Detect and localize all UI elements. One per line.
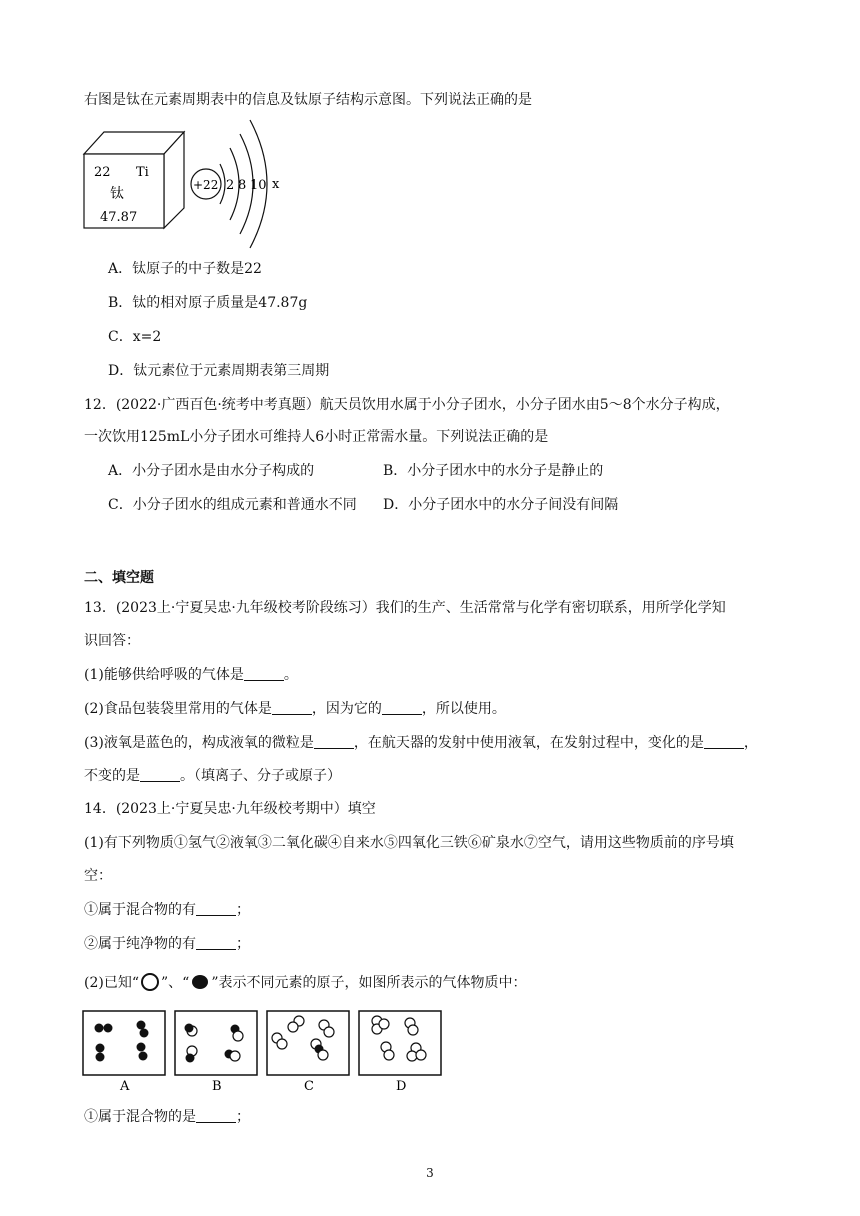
q13-p3-end: ， [743,735,758,751]
element-name: 钛 [110,186,124,202]
q14-s3-end: ； [236,1109,250,1125]
q13-p2-end: ，所以使用。 [421,701,506,717]
q14-part-1-cont: 空： [84,868,112,884]
q12-option-b: B．小分子团水中的水分子是静止的 [383,463,604,479]
element-mass: 47.87 [100,210,138,225]
q13-p3-mid: ，在航天器的发射中使用液氧，在发射过程中，变化的是 [353,735,704,751]
q13-part-2 [84,699,506,719]
hollow-atom-icon [139,973,161,991]
q14-line-1: 14．(2023上·宁夏吴忠·九年级校考期中）填空 [84,801,376,817]
q13-part-3-cont [84,766,341,786]
q14-s3-text: ①属于混合物的是 [84,1109,196,1125]
q13-line-2: 识回答： [84,633,140,649]
shell-2: 8 [238,178,247,193]
q14-s2-text: ②属于纯净物的有 [84,936,196,952]
q12-line-2: 一次饮用125mL小分子团水可维持人6小时正常需水量。下列说法正确的是 [84,429,549,445]
answer-blank[interactable] [196,1108,236,1123]
answer-blank[interactable] [382,700,422,715]
q12-line-1: 12．(2022·广西百色·统考中考真题）航天员饮用水属于小分子团水，小分子团水由5～8个水分子构成， [84,397,730,413]
answer-blank[interactable] [196,935,236,950]
q13-p4-text: 不变的是 [84,768,140,784]
q14-sub-3 [84,1107,250,1127]
molecule-diagram [80,1008,450,1092]
q14-part-2 [84,973,526,993]
label-a: A [120,1079,130,1092]
q14-s2-end: ； [236,936,250,952]
q13-p1-text: (1)能够供给呼吸的气体是 [84,667,244,683]
q13-p3-text: (3)液氧是蓝色的，构成液氧的微粒是 [84,735,314,751]
nucleus-charge: +22 [193,178,219,192]
element-number: 22 [94,165,111,180]
q13-p1-end: 。 [283,667,298,683]
shell-3: 10 [250,178,267,193]
shell-4: x [272,177,280,192]
box-a [83,1011,165,1075]
q11-option-a: A．钛原子的中子数是22 [108,261,262,277]
answer-blank[interactable] [140,767,180,782]
q14-s1-text: ①属于混合物的有 [84,902,196,918]
q14-sub-2 [84,934,250,954]
element-symbol: Ti [136,165,149,180]
answer-blank[interactable] [314,734,354,749]
atom-structure-diagram [186,118,296,252]
q12-option-a: A．小分子团水是由水分子构成的 [108,463,315,479]
q14-p2-end: ”表示不同元素的原子，如图所表示的气体物质中： [211,975,527,991]
answer-blank[interactable] [704,734,744,749]
shell-1: 2 [226,178,235,193]
answer-blank[interactable] [244,666,284,681]
q11-option-c: C．x=2 [108,329,162,345]
label-d: D [396,1079,407,1092]
q12-option-c: C．小分子团水的组成元素和普通水不同 [108,497,357,513]
q14-part-1: (1)有下列物质①氢气②液氧③二氧化碳④自来水⑤四氧化三铁⑥矿泉水⑦空气，请用这些物质前的序号填 [84,835,734,851]
q14-p2-sep: ”、“ [161,975,190,991]
box-d [359,1011,441,1075]
q12-option-d: D．小分子团水中的水分子间没有间隔 [383,497,619,513]
q14-sub-1 [84,900,250,920]
element-tile-figure [80,124,190,232]
section-title: 二、填空题 [84,570,154,586]
label-c: C [304,1079,314,1092]
q13-p2-text: (2)食品包装袋里常用的气体是 [84,701,272,717]
q14-p2-text: (2)已知“ [84,975,139,991]
q13-part-3 [84,733,758,753]
q11-stem: 右图是钛在元素周期表中的信息及钛原子结构示意图。下列说法正确的是 [84,92,532,108]
solid-atom-icon [189,973,211,991]
q14-s1-end: ； [236,902,250,918]
label-b: B [212,1079,222,1092]
page-number: 3 [426,1166,434,1180]
answer-blank[interactable] [196,901,236,916]
box-b [175,1011,257,1075]
q13-part-1 [84,665,298,685]
answer-blank[interactable] [272,700,312,715]
q13-p4-end: 。（填离子、分子或原子） [180,768,341,784]
q13-p2-mid: ，因为它的 [311,701,382,717]
q11-option-d: D．钛元素位于元素周期表第三周期 [108,363,330,379]
q13-line-1: 13．(2023上·宁夏吴忠·九年级校考阶段练习）我们的生产、生活常常与化学有密切联系，用所学化学知 [84,600,726,616]
q11-option-b: B．钛的相对原子质量是47.87g [108,295,308,311]
